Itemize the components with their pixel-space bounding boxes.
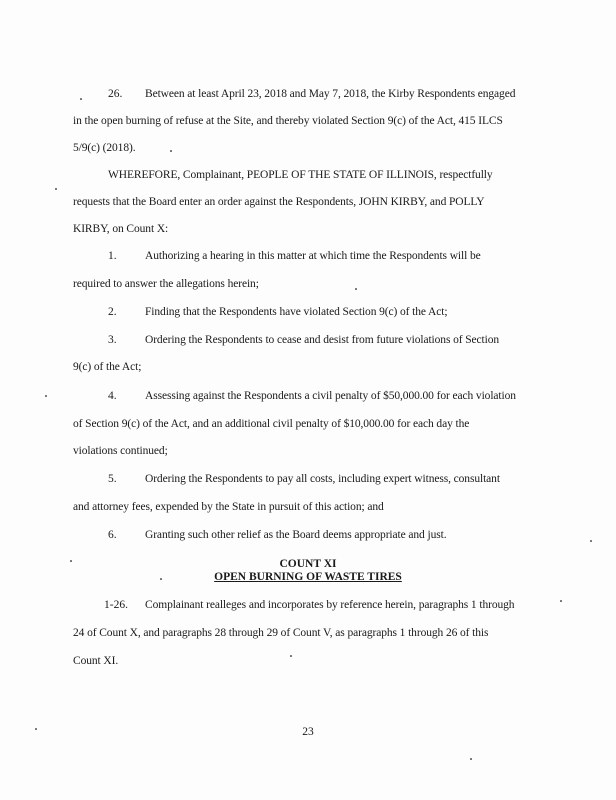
- scan-speck: [590, 540, 592, 542]
- relief-3-line-2: 9(c) of the Act;: [73, 361, 142, 373]
- relief-1-line-2: required to answer the allegations herein;: [73, 278, 259, 290]
- relief-5-number: 5.: [108, 473, 117, 485]
- relief-4-line-3: violations continued;: [73, 445, 168, 457]
- scan-speck: [355, 288, 357, 290]
- relief-4-line-1: Assessing against the Respondents a civil penalty of $50,000.00 for each violation: [145, 390, 516, 402]
- scan-speck: [560, 600, 562, 602]
- paragraph-26-line-3: 5/9(c) (2018).: [73, 142, 136, 154]
- wherefore-line-1: WHEREFORE, Complainant, PEOPLE OF THE STATE OF ILLINOIS, respectfully: [108, 169, 493, 181]
- paragraph-26-line-1: Between at least April 23, 2018 and May 7, 2018, the Kirby Respondents engaged: [145, 88, 516, 100]
- scan-speck: [170, 150, 172, 152]
- scan-speck: [45, 395, 47, 397]
- paragraph-1-26-line-1: Complainant realleges and incorporates by reference herein, paragraphs 1 through: [145, 599, 515, 611]
- scan-speck: [70, 560, 72, 562]
- relief-2-line-1: Finding that the Respondents have violated Section 9(c) of the Act;: [145, 306, 448, 318]
- paragraph-1-26-line-2: 24 of Count X, and paragraphs 28 through 29 of Count V, as paragraphs 1 through 26 of this: [73, 627, 489, 639]
- relief-1-number: 1.: [108, 250, 117, 262]
- scan-speck: [290, 655, 292, 657]
- paragraph-1-26-line-3: Count XI.: [73, 655, 119, 667]
- relief-4-number: 4.: [108, 390, 117, 402]
- relief-6-number: 6.: [108, 529, 117, 541]
- count-heading-subtitle-wrap: [0, 570, 616, 584]
- scan-speck: [35, 728, 37, 730]
- relief-5-line-2: and attorney fees, expended by the State in pursuit of this action; and: [73, 501, 384, 513]
- paragraph-26-line-2: in the open burning of refuse at the Site, and thereby violated Section 9(c) of the Act, 415 ILCS: [73, 115, 503, 127]
- scan-speck: [80, 98, 82, 100]
- relief-3-number: 3.: [108, 334, 117, 346]
- wherefore-line-3: KIRBY, on Count X:: [73, 223, 169, 235]
- scan-speck: [470, 758, 472, 760]
- relief-5-line-1: Ordering the Respondents to pay all costs, including expert witness, consultant: [145, 473, 500, 485]
- relief-3-line-1: Ordering the Respondents to cease and desist from future violations of Section: [145, 334, 500, 346]
- paragraph-26-number: 26.: [108, 88, 123, 100]
- count-heading-title: COUNT XI: [279, 558, 337, 570]
- paragraph-1-26-number: 1-26.: [104, 599, 128, 611]
- relief-4-line-2: of Section 9(c) of the Act, and an additional civil penalty of $10,000.00 for each day the: [73, 418, 470, 430]
- page-number: 23: [302, 726, 314, 738]
- relief-6-line-1: Granting such other relief as the Board deems appropriate and just.: [145, 529, 447, 541]
- scan-speck: [160, 578, 162, 580]
- scan-speck: [55, 188, 57, 190]
- wherefore-line-2: requests that the Board enter an order against the Respondents, JOHN KIRBY, and POLLY: [73, 196, 485, 208]
- relief-1-line-1: Authorizing a hearing in this matter at which time the Respondents will be: [145, 250, 481, 262]
- relief-2-number: 2.: [108, 306, 117, 318]
- count-heading-subtitle: OPEN BURNING OF WASTE TIRES: [214, 571, 402, 583]
